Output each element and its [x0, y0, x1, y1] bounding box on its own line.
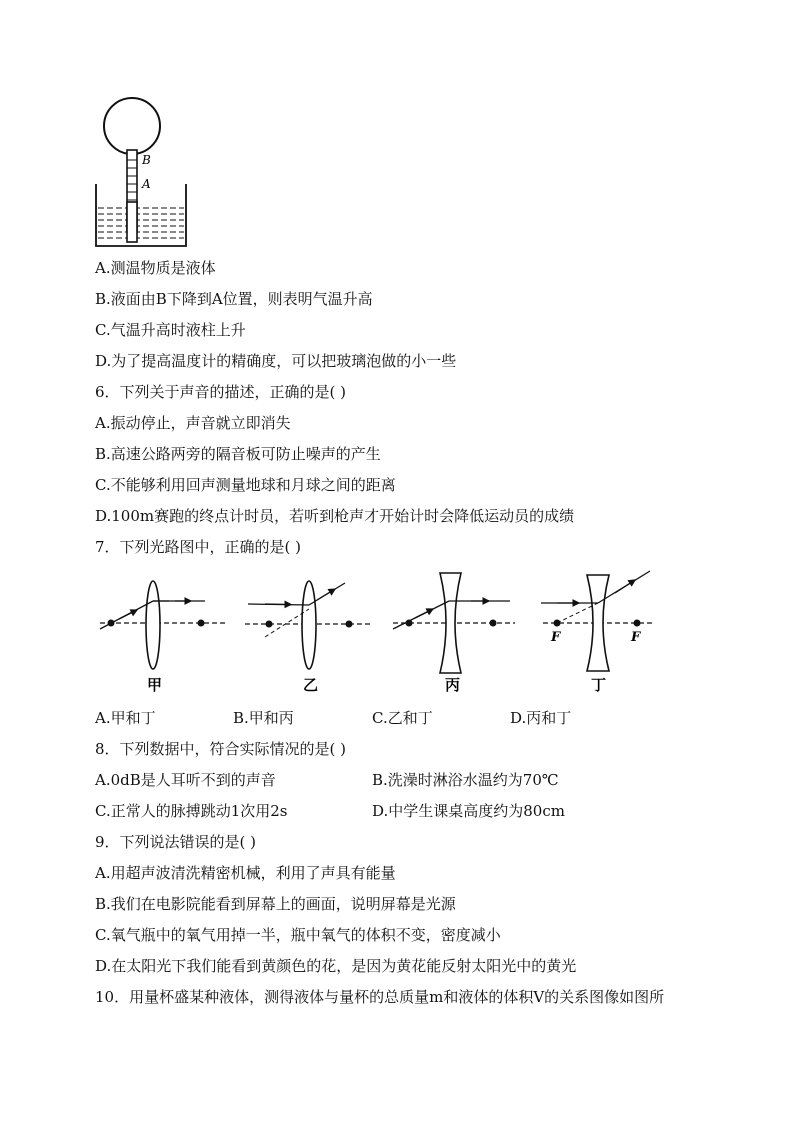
q7-option-a: A.甲和丁: [95, 709, 156, 727]
label-yi: 乙: [303, 676, 319, 694]
q7-option-d: D.丙和丁: [510, 709, 572, 727]
q6-stem: 6．下列关于声音的描述，正确的是( ): [95, 383, 347, 401]
q5-option-c: C.气温升高时液柱上升: [95, 321, 246, 339]
q8-option-d: D.中学生课桌高度约为80cm: [372, 802, 565, 820]
focus-right-label: F: [631, 630, 641, 645]
label-ding: 丁: [591, 676, 607, 694]
q9-option-a: A.用超声波清洗精密机械，利用了声具有能量: [95, 864, 396, 882]
q8-option-b: B.洗澡时淋浴水温约为70℃: [372, 771, 559, 789]
label-b: B: [142, 153, 151, 167]
q7-optics-figure: [95, 565, 675, 700]
q6-option-a: A.振动停止，声音就立即消失: [95, 414, 291, 432]
diagram-yi: [245, 581, 370, 669]
focus-left-label: F: [551, 630, 561, 645]
thermometer-figure: [90, 92, 210, 252]
q5-option-b: B.液面由B下降到A位置，则表明气温升高: [95, 290, 373, 308]
q5-option-d: D.为了提高温度计的精确度，可以把玻璃泡做的小一些: [95, 352, 457, 370]
q6-option-d: D.100m赛跑的终点计时员，若听到枪声才开始计时会降低运动员的成绩: [95, 507, 575, 525]
diagram-ding: [541, 571, 655, 671]
q10-stem: 10．用量杯盛某种液体，测得液体与量杯的总质量m和液体的体积V的关系图像如图所: [95, 988, 665, 1006]
diagram-jia: [100, 581, 225, 669]
q5-option-a: A.测温物质是液体: [95, 259, 216, 277]
q9-option-d: D.在太阳光下我们能看到黄颜色的花，是因为黄花能反射太阳光中的黄光: [95, 957, 577, 975]
diagram-bing: [393, 573, 515, 673]
q9-option-b: B.我们在电影院能看到屏幕上的画面，说明屏幕是光源: [95, 895, 456, 913]
q9-option-c: C.氧气瓶中的氧气用掉一半，瓶中氧气的体积不变，密度减小: [95, 926, 501, 944]
q8-option-a: A.0dB是人耳听不到的声音: [95, 771, 276, 789]
q8-option-c: C.正常人的脉搏跳动1次用2s: [95, 802, 288, 820]
q6-option-b: B.高速公路两旁的隔音板可防止噪声的产生: [95, 445, 381, 463]
q9-stem: 9．下列说法错误的是( ): [95, 833, 257, 851]
label-a: A: [142, 177, 151, 191]
q6-option-c: C.不能够利用回声测量地球和月球之间的距离: [95, 476, 396, 494]
label-bing: 丙: [445, 676, 461, 694]
q7-option-c: C.乙和丁: [372, 709, 433, 727]
q7-stem: 7．下列光路图中，正确的是( ): [95, 538, 302, 556]
q8-stem: 8．下列数据中，符合实际情况的是( ): [95, 740, 347, 758]
label-jia: 甲: [147, 676, 163, 694]
q7-option-b: B.甲和丙: [233, 709, 294, 727]
